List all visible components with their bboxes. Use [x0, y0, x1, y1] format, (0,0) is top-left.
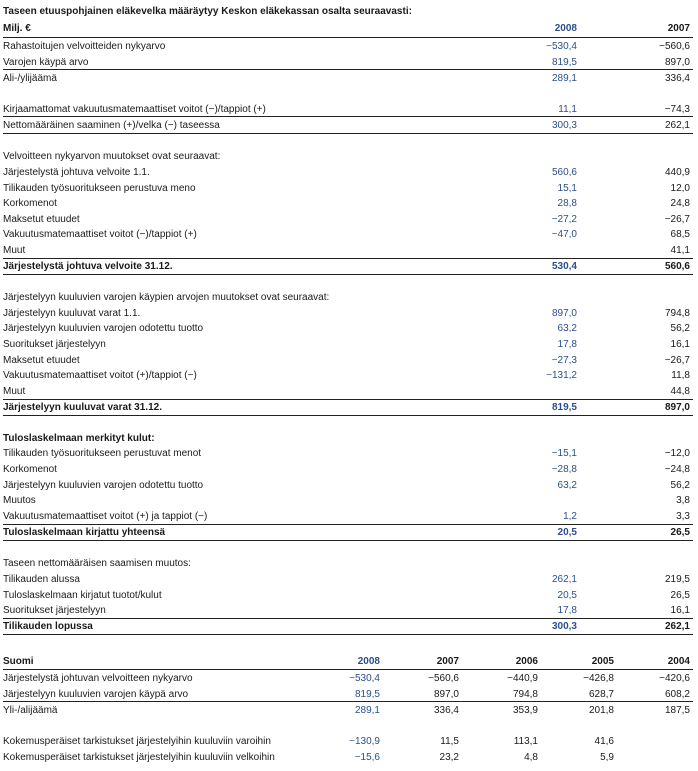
value-2007: 16,1 [670, 339, 690, 350]
value-2007: 26,5 [670, 527, 690, 538]
row-label: Kirjaamattomat vakuutusmatemaattiset voitot (−)/tappiot (+) [3, 104, 266, 115]
row-label: Järjestelystä johtuvan velvoitteen nykyarvo [3, 673, 193, 684]
value-2008: 530,4 [551, 261, 577, 272]
row-label: Velvoitteen nykyarvon muutokset ovat seuraavat: [3, 151, 221, 162]
table-row [3, 55, 693, 70]
value-2007: −560,6 [659, 41, 690, 52]
suomi-year: 2005 [591, 656, 614, 667]
table-row [3, 227, 693, 242]
value-2008: 1,2 [563, 511, 577, 522]
value-2008: 20,5 [557, 590, 577, 601]
row-value: −420,6 [659, 673, 690, 684]
row-label: Tuloslaskelmaan kirjatut tuotot/kulut [3, 590, 162, 601]
value-2008: 11,1 [558, 104, 577, 115]
year-2008: 2008 [554, 23, 577, 34]
divider [3, 69, 693, 70]
value-2008: −131,2 [546, 370, 577, 381]
value-2007: 560,6 [664, 261, 690, 272]
divider [3, 634, 693, 635]
value-2007: 219,5 [664, 574, 690, 585]
value-2008: −27,2 [551, 214, 577, 225]
row-label: Suoritukset järjestelyyn [3, 605, 106, 616]
row-label: Järjestelyyn kuuluvien varojen odotettu tuotto [3, 480, 204, 491]
row-label: Tuloslaskelmaan merkityt kulut: [3, 433, 155, 444]
divider [3, 116, 693, 117]
row-label: Ali-/ylijäämä [3, 73, 57, 84]
table-row [3, 321, 693, 336]
value-2008: 300,3 [551, 120, 577, 131]
row-label: Järjestelystä johtuva velvoite 31.12. [3, 261, 173, 272]
experience-row [3, 734, 693, 749]
row-label: Kokemusperäiset tarkistukset järjestelyihin kuuluviin varoihin [3, 736, 271, 747]
row-label: Järjestelystä johtuva velvoite 1.1. [3, 167, 150, 178]
suomi-year: 2004 [667, 656, 690, 667]
table-row [3, 306, 693, 321]
divider [3, 701, 693, 702]
value-2007: 336,4 [664, 73, 690, 84]
row-value: 608,2 [664, 689, 690, 700]
value-2008: 17,8 [557, 339, 577, 350]
row-label: Järjestelyyn kuuluvien varojen käypien arvojen muutokset ovat seuraavat: [3, 292, 330, 303]
value-2008: 289,1 [551, 73, 577, 84]
row-value: 113,1 [513, 736, 538, 747]
row-value: 628,7 [588, 689, 614, 700]
table-row [3, 290, 693, 305]
table-row [3, 446, 693, 461]
table-row [3, 588, 693, 603]
row-value: 187,5 [664, 705, 690, 716]
row-label: Tilikauden työsuoritukseen perustuvat menot [3, 448, 202, 459]
suomi-year: 2007 [436, 656, 459, 667]
table-row [3, 431, 693, 446]
suomi-row [3, 671, 693, 686]
row-value: 289,1 [354, 705, 380, 716]
row-label: Vakuutusmatemaattiset voitot (+) ja tappiot (−) [3, 511, 208, 522]
value-2008: 560,6 [551, 167, 577, 178]
value-2008: 819,5 [551, 402, 577, 413]
table-row [3, 509, 693, 524]
suomi-row [3, 687, 693, 702]
row-label: Korkomenot [3, 464, 57, 475]
row-value: 794,8 [512, 689, 538, 700]
value-2007: 24,8 [670, 198, 690, 209]
value-2007: −26,7 [664, 355, 690, 366]
value-2008: −28,8 [551, 464, 577, 475]
value-2007: −12,0 [664, 448, 690, 459]
row-value: 11,5 [440, 736, 459, 747]
row-label: Yli-/alijäämä [3, 705, 58, 716]
value-2008: 819,5 [551, 57, 577, 68]
row-label: Muut [3, 386, 26, 397]
row-label: Järjestelyyn kuuluvien varojen odotettu tuotto [3, 323, 204, 334]
suomi-heading: Suomi [3, 656, 34, 667]
row-value: 336,4 [433, 705, 459, 716]
table-row [3, 212, 693, 227]
row-label: Järjestelyyn kuuluvien varojen käypä arvo [3, 689, 189, 700]
value-2007: 41,1 [670, 245, 690, 256]
row-value: 897,0 [433, 689, 459, 700]
value-2007: 262,1 [664, 621, 690, 632]
experience-row [3, 750, 693, 765]
value-2007: −24,8 [664, 464, 690, 475]
value-2007: 56,2 [670, 480, 690, 491]
row-label: Taseen nettomääräisen saamisen muutos: [3, 558, 191, 569]
row-label: Tilikauden lopussa [3, 621, 93, 632]
table-row [3, 619, 693, 634]
value-2008: 897,0 [551, 308, 577, 319]
divider [3, 524, 693, 525]
value-2008: 63,2 [557, 323, 577, 334]
row-label: Tilikauden työsuoritukseen perustuva meno [3, 183, 196, 194]
row-value: 41,6 [594, 736, 614, 747]
value-2007: 11,8 [671, 370, 690, 381]
row-label: Nettomääräinen saaminen (+)/velka (−) taseessa [3, 120, 220, 131]
value-2007: 897,0 [664, 402, 690, 413]
table-row [3, 384, 693, 399]
table-row [3, 556, 693, 571]
row-value: 4,8 [524, 752, 538, 763]
row-value: 23,2 [439, 752, 459, 763]
divider [3, 258, 693, 259]
document-title: Taseen etuuspohjainen eläkevelka määräytyy Keskon eläkekassan osalta seuraavasti: [3, 6, 412, 17]
table-row [3, 259, 693, 274]
row-value: −130,9 [349, 736, 380, 747]
table-row [3, 102, 693, 117]
row-value: 819,5 [354, 689, 380, 700]
row-value: −440,9 [507, 673, 538, 684]
row-value: −560,6 [428, 673, 459, 684]
row-label: Muutos [3, 495, 36, 506]
divider [3, 415, 693, 416]
divider [3, 133, 693, 134]
value-2008: −15,1 [551, 448, 577, 459]
value-2008: 20,5 [557, 527, 577, 538]
value-2007: 16,1 [670, 605, 690, 616]
suomi-row [3, 703, 693, 718]
value-2007: 262,1 [664, 120, 690, 131]
row-label: Vakuutusmatemaattiset voitot (−)/tappiot (+) [3, 229, 197, 240]
row-value: 201,8 [588, 705, 614, 716]
value-2007: −26,7 [664, 214, 690, 225]
table-row [3, 478, 693, 493]
table-row [3, 71, 693, 86]
row-value: 353,9 [512, 705, 538, 716]
divider [3, 274, 693, 275]
row-value: −530,4 [349, 673, 380, 684]
row-label: Järjestelyyn kuuluvat varat 31.12. [3, 402, 162, 413]
value-2007: 440,9 [664, 167, 690, 178]
row-label: Muut [3, 245, 26, 256]
row-label: Tuloslaskelmaan kirjattu yhteensä [3, 527, 166, 538]
value-2007: 3,8 [676, 495, 690, 506]
value-2007: 26,5 [670, 590, 690, 601]
row-label: Tilikauden alussa [3, 574, 80, 585]
value-2008: 15,1 [557, 183, 577, 194]
table-row [3, 337, 693, 352]
row-label: Korkomenot [3, 198, 57, 209]
value-2007: 897,0 [664, 57, 690, 68]
row-label: Kokemusperäiset tarkistukset järjestelyihin kuuluviin velkoihin [3, 752, 275, 763]
row-label: Vakuutusmatemaattiset voitot (+)/tappiot (−) [3, 370, 197, 381]
value-2007: 68,5 [670, 229, 690, 240]
table-row [3, 572, 693, 587]
suomi-year: 2006 [515, 656, 538, 667]
table-row [3, 118, 693, 133]
unit-label: Milj. € [3, 23, 31, 34]
table-row [3, 400, 693, 415]
row-label: Rahastoitujen velvoitteiden nykyarvo [3, 41, 166, 52]
row-label: Järjestelyyn kuuluvat varat 1.1. [3, 308, 141, 319]
value-2008: −47,0 [551, 229, 577, 240]
suomi-header-row [3, 654, 693, 669]
divider [3, 618, 693, 619]
table-row [3, 39, 693, 54]
suomi-year: 2008 [357, 656, 380, 667]
row-label: Maksetut etuudet [3, 355, 80, 366]
table-row [3, 603, 693, 618]
row-value: −15,6 [354, 752, 380, 763]
value-2008: −27,3 [551, 355, 577, 366]
row-label: Varojen käypä arvo [3, 57, 89, 68]
value-2007: 56,2 [670, 323, 690, 334]
year-2007: 2007 [667, 23, 690, 34]
table-row [3, 165, 693, 180]
table-row [3, 525, 693, 540]
table-row [3, 353, 693, 368]
value-2007: 44,8 [670, 386, 690, 397]
value-2007: 3,3 [676, 511, 690, 522]
table-row [3, 196, 693, 211]
value-2007: 12,0 [670, 183, 690, 194]
value-2007: 794,8 [664, 308, 690, 319]
value-2007: −74,3 [664, 104, 690, 115]
row-label: Suoritukset järjestelyyn [3, 339, 106, 350]
divider [3, 669, 693, 670]
table-row [3, 181, 693, 196]
divider [3, 540, 693, 541]
value-2008: 262,1 [551, 574, 577, 585]
table-row [3, 493, 693, 508]
row-value: 5,9 [600, 752, 614, 763]
row-label: Maksetut etuudet [3, 214, 80, 225]
divider [3, 399, 693, 400]
value-2008: 28,8 [557, 198, 577, 209]
value-2008: −530,4 [546, 41, 577, 52]
row-value: −426,8 [583, 673, 614, 684]
value-2008: 63,2 [557, 480, 577, 491]
table-row [3, 149, 693, 164]
table-row [3, 462, 693, 477]
table-row [3, 368, 693, 383]
value-2008: 300,3 [551, 621, 577, 632]
value-2008: 17,8 [557, 605, 577, 616]
table-row [3, 243, 693, 258]
